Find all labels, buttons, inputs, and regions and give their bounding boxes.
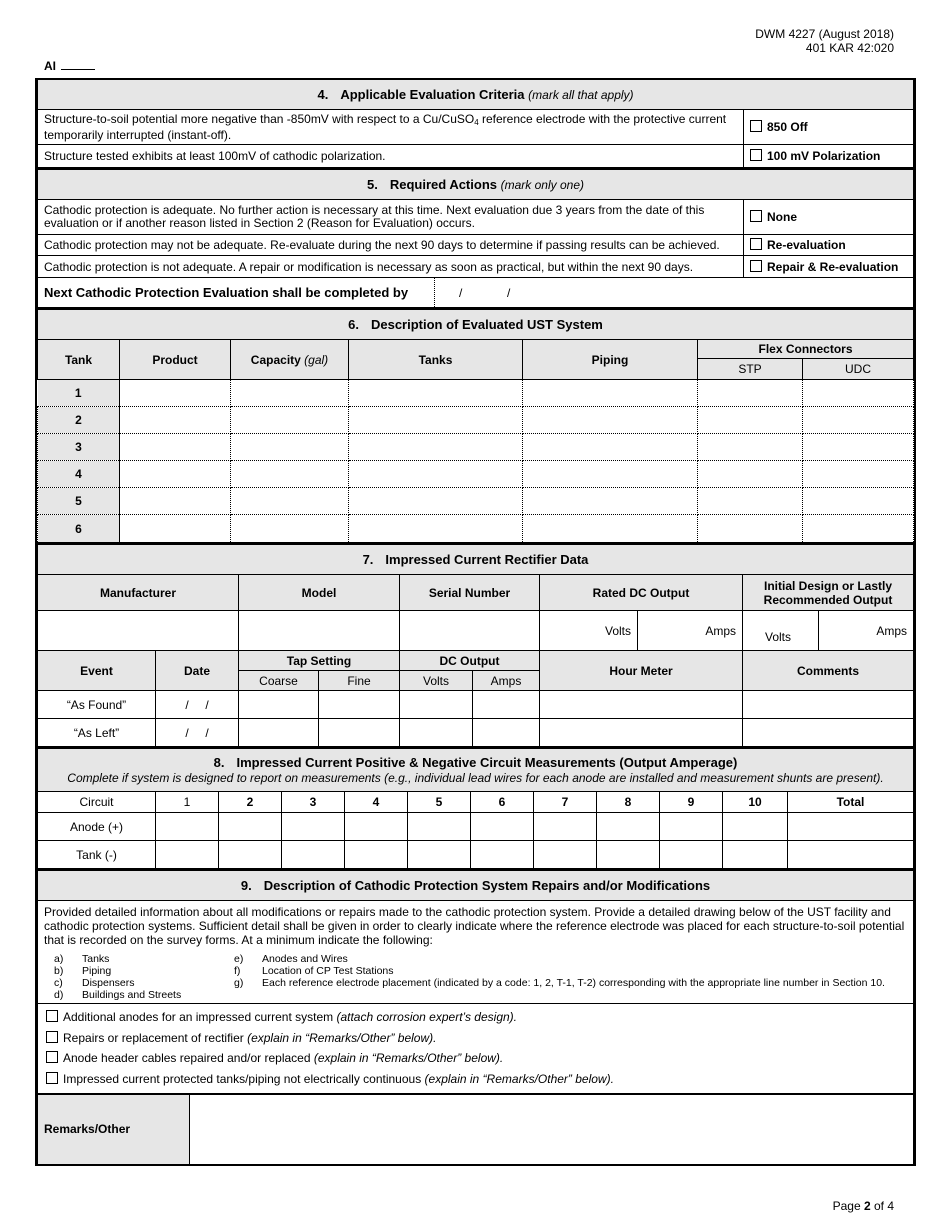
section-9-intro: Provided detailed information about all modifications or repairs made to the cathodic protection system. Provide a detailed drawing below of the UST facility and cathodic protection systems. Sufficient detail shall be given in order to clearly indicate where the reference electrode was placed for each structure-to-soil potential that is recorded on the survey forms. At a minimum indicate the following:	[44, 905, 905, 947]
next-eval-date-field[interactable]: / /	[435, 278, 914, 308]
circuit-col: 5	[408, 792, 471, 813]
event-date-field[interactable]: / /	[156, 691, 239, 719]
section-4-header: 4. Applicable Evaluation Criteria (mark all that apply)	[38, 80, 914, 110]
checkbox[interactable]	[750, 149, 762, 161]
rated-amps-field[interactable]: Amps	[638, 611, 743, 651]
col-hour-meter: Hour Meter	[540, 651, 743, 691]
event-as-found: “As Found”	[38, 691, 156, 719]
list-item: e) Anodes and Wires	[234, 953, 348, 965]
checkbox[interactable]	[46, 1072, 58, 1084]
model-field[interactable]	[239, 611, 400, 651]
criteria-100mv-text: Structure tested exhibits at least 100mV of cathodic polarization.	[38, 145, 744, 168]
col-serial: Serial Number	[400, 575, 540, 611]
col-flex-connectors: Flex Connectors	[698, 340, 914, 359]
col-stp: STP	[698, 359, 803, 380]
action-none-option[interactable]: None	[744, 200, 914, 235]
indicate-list-left	[44, 953, 234, 1001]
list-item: b) Piping	[54, 965, 112, 977]
section-5-header: 5. Required Actions (mark only one)	[38, 169, 914, 200]
list-item: c) Dispensers	[54, 977, 135, 989]
event-as-left: “As Left”	[38, 719, 156, 747]
col-date: Date	[156, 651, 239, 691]
section-9-header: 9. Description of Cathodic Protection System Repairs and/or Modifications	[38, 870, 914, 901]
circuit-col: 7	[534, 792, 597, 813]
list-item: a) Tanks	[54, 953, 110, 965]
section-8-title: Impressed Current Positive & Negative Circuit Measurements (Output Amperage)	[236, 754, 738, 770]
criteria-850-option[interactable]: 850 Off	[744, 110, 914, 145]
circuit-col: 10	[723, 792, 788, 813]
col-piping: Piping	[523, 340, 698, 380]
action-repair-text: Cathodic protection is not adequate. A repair or modification is necessary as soon as practical, but within the next 90 days.	[38, 256, 744, 278]
regulation: 401 KAR 42:020	[805, 41, 894, 55]
indicate-list-right	[234, 953, 885, 1001]
checkbox[interactable]	[46, 1051, 58, 1063]
repair-check-cables[interactable]: Anode header cables repaired and/or replaced (explain in “Remarks/Other” below).	[46, 1048, 907, 1069]
tank-row: 5	[38, 488, 914, 515]
circuit-row-anode: Anode (+)	[38, 813, 914, 841]
remarks-label: Remarks/Other	[38, 1094, 190, 1164]
section-8	[37, 747, 914, 869]
tank-row: 6	[38, 515, 914, 543]
checkbox[interactable]	[750, 238, 762, 250]
remarks-field[interactable]	[190, 1094, 914, 1164]
event-row	[38, 719, 914, 747]
section-5-title: Required Actions	[389, 177, 497, 192]
repair-check-rectifier[interactable]: Repairs or replacement of rectifier (explain in “Remarks/Other” below).	[46, 1028, 907, 1049]
section-9-title: Description of Cathodic Protection System Repairs and/or Modifications	[263, 878, 711, 893]
section-4	[37, 80, 914, 168]
col-coarse: Coarse	[239, 671, 319, 691]
circuit-col: 9	[660, 792, 723, 813]
section-8-subtitle: Complete if system is designed to report on measurements (e.g., individual lead wires for each anode are installed and measurement shunts are present).	[67, 770, 884, 785]
circuit-row-tank: Tank (-)	[38, 841, 914, 869]
col-rated-output: Rated DC Output	[540, 575, 743, 611]
circuit-col: 3	[282, 792, 345, 813]
repair-check-anodes[interactable]: Additional anodes for an impressed current system (attach corrosion expert’s design).	[46, 1007, 907, 1028]
manufacturer-field[interactable]	[38, 611, 239, 651]
circuit-col: 4	[345, 792, 408, 813]
col-product: Product	[120, 340, 231, 380]
section-6	[37, 308, 914, 543]
event-date-field[interactable]: / /	[156, 719, 239, 747]
col-tanks: Tanks	[349, 340, 523, 380]
col-dc-output: DC Output	[400, 651, 540, 671]
ai-label: AI	[44, 59, 56, 73]
event-row	[38, 691, 914, 719]
form-frame	[35, 78, 916, 1166]
col-manufacturer: Manufacturer	[38, 575, 239, 611]
page-number: Page 2 of 4	[832, 1199, 894, 1213]
initial-amps-field[interactable]: Amps	[819, 611, 914, 651]
section-6-header: 6. Description of Evaluated UST System	[38, 309, 914, 340]
action-reevaluation-text: Cathodic protection may not be adequate. Re-evaluate during the next 90 days to determine if passing results can be achieved.	[38, 235, 744, 256]
col-amps: Amps	[473, 671, 540, 691]
circuit-col: 6	[471, 792, 534, 813]
circuit-col: 8	[597, 792, 660, 813]
section-7-header: 7. Impressed Current Rectifier Data	[38, 544, 914, 575]
section-7	[37, 543, 914, 747]
col-fine: Fine	[319, 671, 400, 691]
action-reevaluation-option[interactable]: Re-evaluation	[744, 235, 914, 256]
col-initial-output: Initial Design or Lastly Recommended Output	[743, 575, 914, 611]
col-capacity: Capacity (gal)	[231, 340, 349, 380]
serial-field[interactable]	[400, 611, 540, 651]
rated-volts-field[interactable]: Volts	[540, 611, 638, 651]
checkbox[interactable]	[750, 210, 762, 222]
col-volts: Volts	[400, 671, 473, 691]
col-comments: Comments	[743, 651, 914, 691]
circuit-label: Circuit	[38, 792, 156, 813]
section-9	[37, 869, 914, 1165]
col-model: Model	[239, 575, 400, 611]
criteria-100mv-option[interactable]: 100 mV Polarization	[744, 145, 914, 168]
ai-field[interactable]	[44, 59, 95, 73]
col-udc: UDC	[803, 359, 914, 380]
tank-row: 2	[38, 407, 914, 434]
ai-blank[interactable]	[61, 59, 95, 70]
checkbox[interactable]	[46, 1031, 58, 1043]
criteria-850-text: Structure-to-soil potential more negative than -850mV with respect to a Cu/CuSO$_4$ reference electrode with the protective current temporarily interrupted (instant-off).	[38, 110, 744, 145]
col-event: Event	[38, 651, 156, 691]
section-6-title: Description of Evaluated UST System	[370, 317, 603, 332]
checkbox[interactable]	[750, 260, 762, 272]
checkbox[interactable]	[750, 120, 762, 132]
section-9-body	[38, 901, 914, 1004]
section-8-header: 8. Impressed Current Positive & Negative Circuit Measurements (Output Amperage) Complete if system is designed to report on measurements (e.g., individual lead wires for each anode are installed and measurement shunts are present).	[38, 748, 914, 792]
tank-row: 3	[38, 434, 914, 461]
tank-row: 4	[38, 461, 914, 488]
repair-checklist	[38, 1004, 914, 1095]
tank-row: 1	[38, 380, 914, 407]
list-item: f) Location of CP Test Stations	[234, 965, 394, 977]
form-header	[755, 27, 894, 55]
section-7-title: Impressed Current Rectifier Data	[385, 552, 589, 567]
section-4-title: Applicable Evaluation Criteria	[340, 87, 525, 102]
repair-check-continuity[interactable]: Impressed current protected tanks/piping not electrically continuous (explain in “Remarks/Other” below).	[46, 1069, 907, 1090]
form-id: DWM 4227 (August 2018)	[755, 27, 894, 41]
total-label: Total	[788, 792, 914, 813]
action-repair-option[interactable]: Repair & Re-evaluation	[744, 256, 914, 278]
next-eval-label: Next Cathodic Protection Evaluation shall be completed by	[38, 278, 435, 308]
indicate-list	[44, 953, 907, 1001]
circuit-col: 2	[219, 792, 282, 813]
col-tank: Tank	[38, 340, 120, 380]
section-5	[37, 168, 914, 308]
circuit-col: 1	[156, 792, 219, 813]
initial-volts-field[interactable]: Volts	[743, 611, 819, 651]
checkbox[interactable]	[46, 1010, 58, 1022]
list-item: d) Buildings and Streets	[54, 989, 182, 1001]
action-none-text: Cathodic protection is adequate. No further action is necessary at this time. Next evaluation due 3 years from the date of this evaluation or if another reason listed in Section 2 (Reason for Evaluation) occurs.	[38, 200, 744, 235]
col-tap-setting: Tap Setting	[239, 651, 400, 671]
list-item: g) Each reference electrode placement (indicated by a code: 1, 2, T-1, T-2) corresponding with the appropriate line number in Section 10.	[234, 977, 885, 989]
